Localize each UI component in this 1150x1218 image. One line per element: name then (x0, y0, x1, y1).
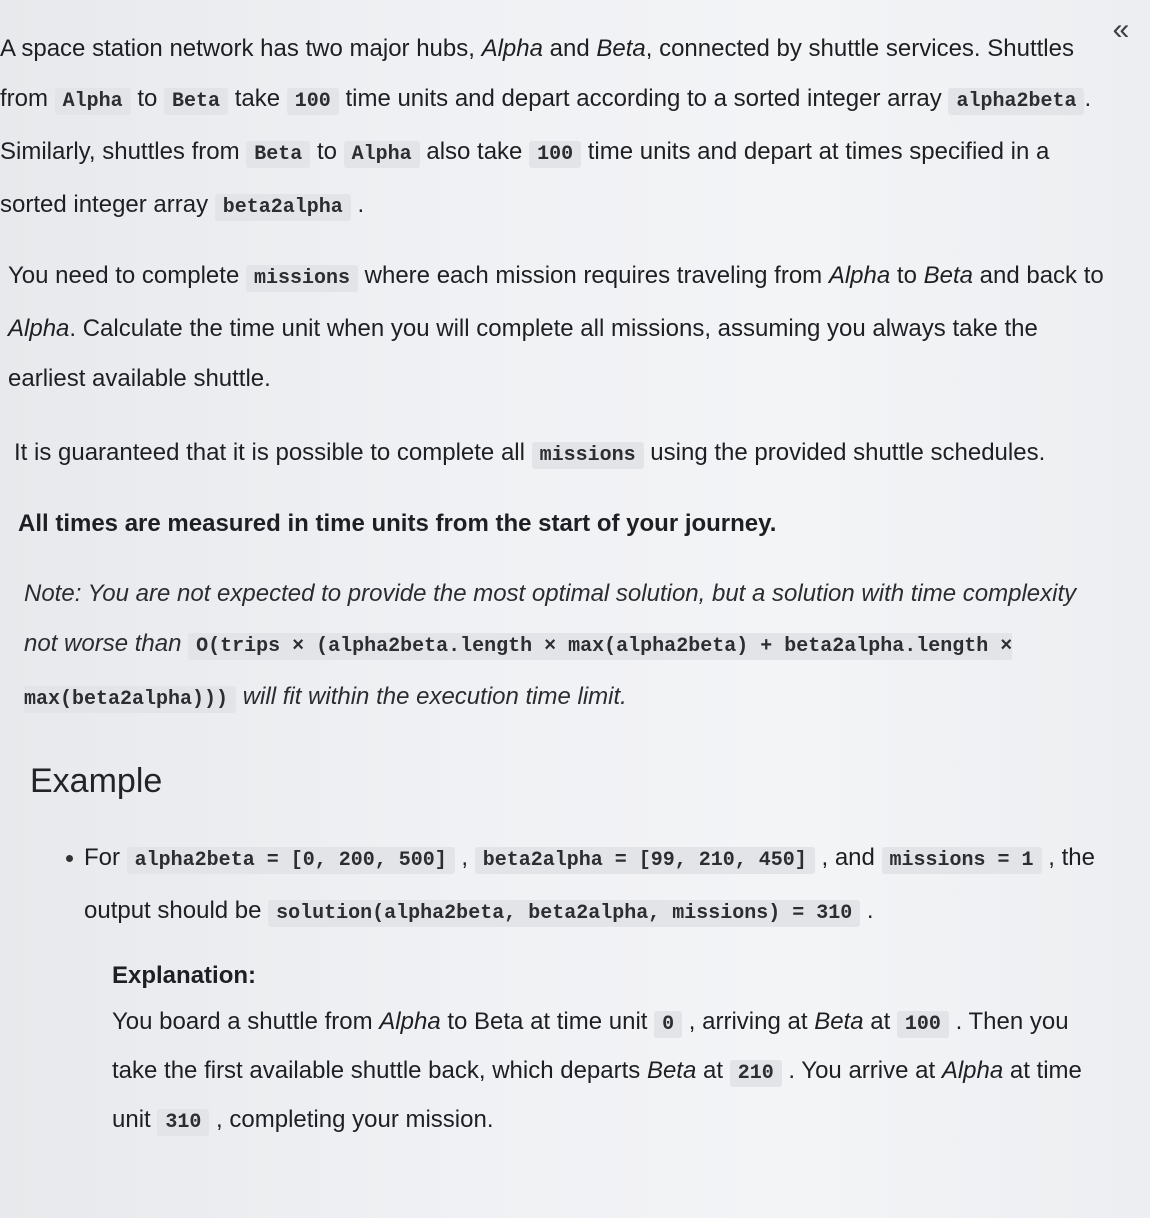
text: at (696, 1057, 730, 1084)
explanation-text (112, 999, 1110, 1146)
text: , completing your mission. (209, 1106, 494, 1133)
code-missions: missions (532, 442, 644, 469)
text: It is guaranteed that it is possible to complete all (14, 439, 532, 466)
text: Note: You are not expected to provide the most optimal solution, but a solution with time complexity not worse than (24, 580, 1077, 657)
text: , the output should be (84, 844, 1095, 924)
text: , (454, 844, 475, 871)
text: to Beta at time unit (440, 1008, 655, 1035)
text: . Similarly, shuttles from (0, 85, 1092, 165)
text: at (863, 1008, 897, 1035)
intro-paragraph (0, 24, 1110, 233)
text: using the provided shuttle schedules. (643, 439, 1046, 466)
text: . Then you take the first available shuttle back, which departs (112, 1008, 1069, 1084)
code-missions: missions (246, 265, 358, 292)
hub-alpha: Alpha (481, 35, 543, 62)
hub-beta: Beta (923, 262, 973, 289)
explanation-title: Explanation: (112, 962, 257, 989)
code-complexity: O(trips × (alpha2beta.length × max(alpha2beta) + beta2alpha.length × max(beta2alpha))) (24, 635, 1013, 711)
example-list (0, 833, 1110, 939)
collapse-panel-icon[interactable]: « (1112, 13, 1130, 46)
code-100: 100 (897, 1011, 949, 1038)
code-beta: Beta (164, 88, 228, 115)
time-units-note: All times are measured in time units from the start of your journey. (18, 510, 777, 537)
text: . (860, 897, 874, 924)
code-beta2alpha: beta2alpha (215, 194, 351, 221)
missions-paragraph (0, 251, 1110, 404)
code-alpha2beta: alpha2beta (948, 88, 1084, 115)
hub-beta: Beta (814, 1008, 864, 1035)
text: time units and depart at times specified in a sorted integer array (0, 138, 1050, 218)
code-alpha: Alpha (55, 88, 131, 115)
text: You need to complete (8, 262, 246, 289)
guarantee-paragraph (0, 428, 1110, 481)
text: and (542, 35, 597, 62)
text: to (310, 138, 344, 165)
hub-alpha: Alpha (379, 1008, 441, 1035)
problem-statement (0, 24, 1110, 1146)
code-100: 100 (287, 88, 339, 115)
text: also take (419, 138, 530, 165)
text: . Calculate the time unit when you will complete all missions, assuming you always take the earliest available shuttle. (8, 315, 1038, 392)
example-heading: Example (30, 762, 163, 800)
code-0: 0 (654, 1011, 682, 1038)
text: A space station network has two major hubs, (0, 35, 482, 62)
text: to (130, 85, 165, 112)
code-100: 100 (529, 141, 581, 168)
text: take (228, 85, 287, 112)
explanation-block (0, 953, 1110, 1146)
code-missions-input: missions = 1 (882, 847, 1042, 874)
text: to (890, 262, 924, 289)
text: will fit within the execution time limit. (236, 683, 627, 710)
text: You board a shuttle from (112, 1008, 380, 1035)
text: , connected by shuttle services. Shuttles from (0, 35, 1074, 112)
hub-beta: Beta (646, 1057, 697, 1084)
code-solution-output: solution(alpha2beta, beta2alpha, missions) = 310 (268, 900, 860, 927)
hub-alpha: Alpha (8, 315, 70, 342)
code-210: 210 (730, 1060, 782, 1087)
text: . (350, 191, 365, 218)
code-beta: Beta (246, 141, 310, 168)
text: . You arrive at (781, 1057, 942, 1084)
hub-alpha: Alpha (828, 262, 891, 289)
text: time units and depart according to a sorted integer array (338, 85, 949, 112)
code-310: 310 (157, 1109, 209, 1136)
hub-alpha: Alpha (941, 1057, 1004, 1084)
hub-beta: Beta (596, 35, 646, 62)
code-beta2alpha-input: beta2alpha = [99, 210, 450] (475, 847, 815, 874)
text: , arriving at (682, 1008, 815, 1035)
text: at time unit (112, 1057, 1082, 1133)
text: and back to (972, 262, 1104, 289)
complexity-note (0, 569, 1110, 725)
example-item (84, 833, 1110, 939)
text: For (84, 844, 127, 871)
text: , and (814, 844, 882, 871)
code-alpha: Alpha (344, 141, 420, 168)
text: where each mission requires traveling from (357, 262, 829, 289)
code-alpha2beta-input: alpha2beta = [0, 200, 500] (127, 847, 455, 874)
